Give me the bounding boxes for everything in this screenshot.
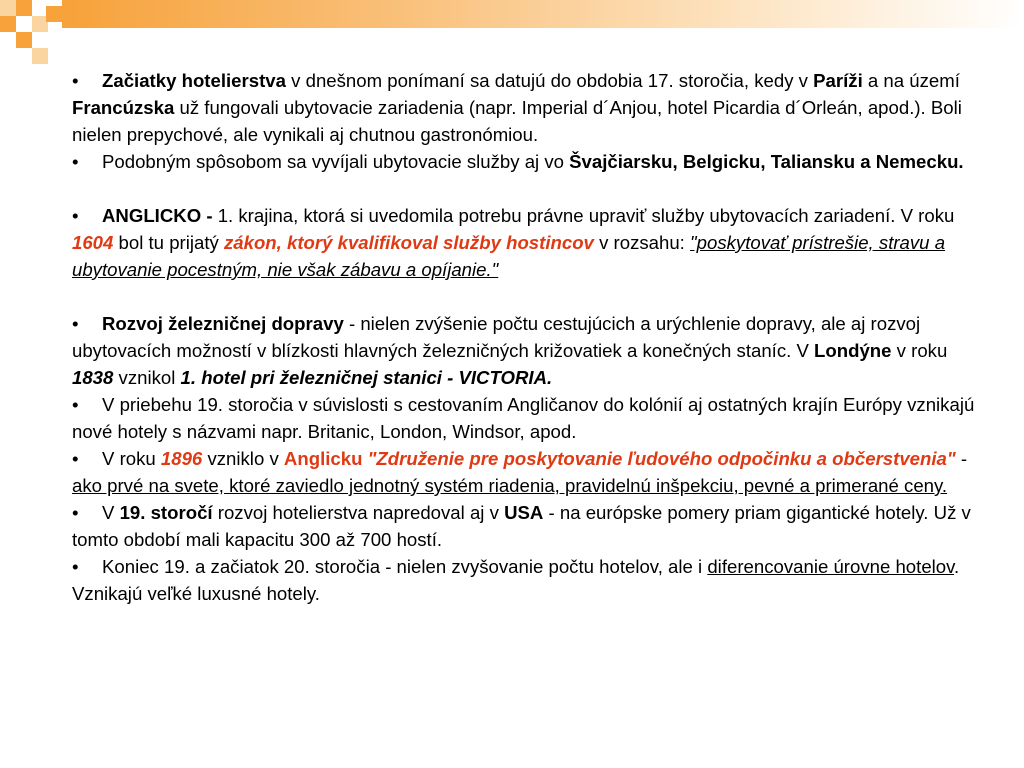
text-segment: 1. hotel pri železničnej stanici - VICTORIA.	[180, 367, 553, 388]
text-segment: Paríži	[813, 70, 863, 91]
deco-square	[46, 6, 62, 22]
text-segment: v dnešnom ponímaní sa datujú do obdobia 17. storočia, kedy v	[285, 70, 814, 91]
text-segment: Začiatky hotelierstva	[102, 70, 286, 91]
bullet-marker: •	[72, 151, 79, 172]
text-segment: - nielen zvýšenie počtu cestujúcich a urýchlenie dopravy, ale aj rozvoj ubytovacích možností v blízkosti hlavných železničných križovatiek a konečných staníc. V	[72, 313, 921, 361]
text-segment: 1. krajina, ktorá si uvedomila potrebu právne upraviť služby ubytovacích zariadení. V roku	[217, 205, 955, 226]
text-segment: V	[102, 502, 120, 523]
text-segment: USA	[504, 502, 544, 523]
text-segment: 1896	[160, 448, 203, 469]
text-segment: Podobným spôsobom sa vyvíjali ubytovacie služby aj vo	[102, 151, 570, 172]
text-segment: -	[955, 448, 968, 469]
text-segment: "poskytovať prístrešie, stravu a ubytovanie pocestným, nie však zábavu a opíjanie."	[72, 232, 946, 280]
text-segment: V priebehu 19. storočia v súvislosti s cestovaním Angličanov do kolónií aj ostatných krajín Európy vznikajú nové hotely s názvami napr. Britanic, London, Windsor, apod.	[72, 394, 975, 442]
text-segment: a na území	[862, 70, 960, 91]
bullet-marker: •	[72, 313, 79, 334]
text-segment: vznikol	[113, 367, 181, 388]
text-segment: Anglicku	[283, 448, 363, 469]
text-segment: ANGLICKO -	[102, 205, 218, 226]
bullet-paragraph	[72, 310, 992, 391]
text-segment: "Združenie pre poskytovanie ľudového odpočinku a občerstvenia"	[367, 448, 956, 469]
bullet-paragraph	[72, 67, 992, 148]
text-segment: Švajčiarsku, Belgicku, Taliansku a Nemecku.	[569, 151, 964, 172]
text-segment: vzniklo v	[202, 448, 284, 469]
bullet-marker: •	[72, 502, 79, 523]
text-segment: 1838	[72, 367, 114, 388]
deco-square	[0, 16, 16, 32]
text-segment: Rozvoj železničnej dopravy	[102, 313, 344, 334]
text-segment: 19. storočí	[119, 502, 213, 523]
paragraph-spacer	[72, 175, 992, 202]
bullet-paragraph	[72, 391, 992, 445]
header-gradient-bar	[62, 0, 1024, 28]
text-segment: - na európske pomery priam gigantické hotely. Už v tomto období mali kapacitu 300 až 700 hostí.	[72, 502, 971, 550]
text-segment: V roku	[102, 448, 161, 469]
bullet-paragraph	[72, 553, 992, 607]
bullet-marker: •	[72, 448, 79, 469]
deco-square	[32, 48, 48, 64]
deco-square	[16, 0, 32, 16]
text-segment: zákon, ktorý kvalifikoval služby hostincov	[223, 232, 594, 253]
text-segment: Londýne	[814, 340, 892, 361]
bullet-paragraph	[72, 202, 992, 283]
bullet-marker: •	[72, 394, 79, 415]
bullet-marker: •	[72, 556, 79, 577]
text-segment: v rozsahu:	[593, 232, 691, 253]
deco-square	[16, 32, 32, 48]
text-segment: diferencovanie úrovne hotelov	[707, 556, 955, 577]
bullet-paragraph	[72, 445, 992, 499]
slide-body-text	[72, 67, 992, 607]
text-segment: 1604	[72, 232, 114, 253]
text-segment: Koniec 19. a začiatok 20. storočia - nielen zvyšovanie počtu hotelov, ale i	[102, 556, 708, 577]
text-segment: ako prvé na svete, ktoré zaviedlo jednotný systém riadenia, pravidelnú inšpekciu, pevné a primerané ceny.	[72, 475, 948, 496]
text-segment: Francúzska	[72, 97, 175, 118]
text-segment: už fungovali ubytovacie zariadenia (napr. Imperial d´Anjou, hotel Picardia d´Orleán, apod.). Boli nielen prepychové, ale vynikali aj chutnou gastronómiou.	[72, 97, 962, 145]
deco-square	[0, 0, 16, 16]
bullet-marker: •	[72, 70, 79, 91]
text-segment: v roku	[891, 340, 948, 361]
text-segment: bol tu prijatý	[113, 232, 224, 253]
bullet-marker: •	[72, 205, 79, 226]
paragraph-spacer	[72, 283, 992, 310]
bullet-paragraph	[72, 499, 992, 553]
text-segment: rozvoj hotelierstva napredoval aj v	[212, 502, 505, 523]
text-segment: . Vznikajú veľké luxusné hotely.	[72, 556, 960, 604]
bullet-paragraph	[72, 148, 992, 175]
